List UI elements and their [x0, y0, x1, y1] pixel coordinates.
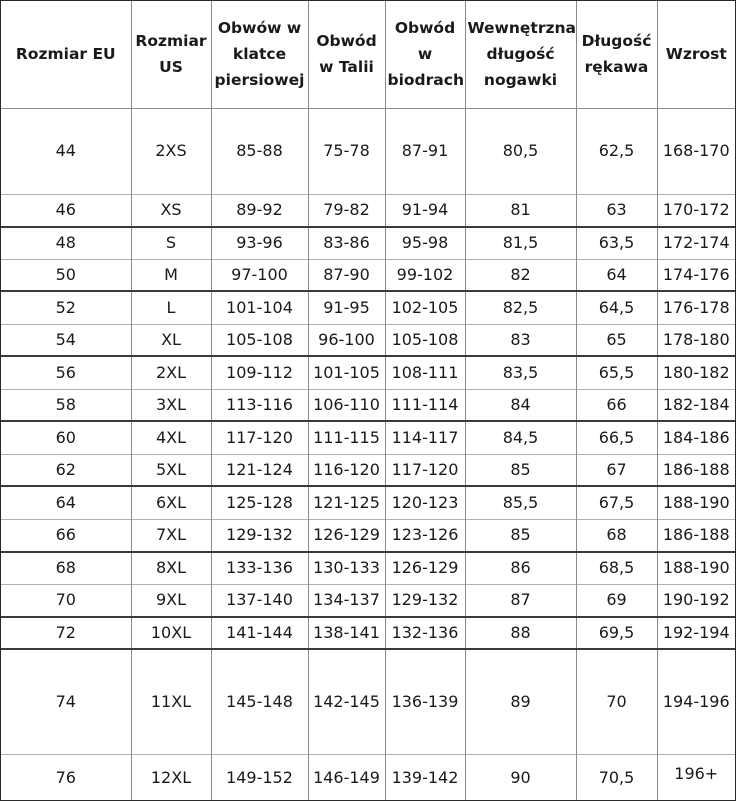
table-row [1, 108, 735, 194]
table-row [1, 454, 735, 486]
table-cell: 5XL [131, 454, 211, 486]
header-rozmiar-eu: Rozmiar EU [15, 45, 116, 64]
table-row [1, 356, 735, 389]
table-cell: 85 [465, 520, 576, 552]
table-cell: 3XL [131, 389, 211, 421]
table-cell: 123-126 [385, 520, 465, 552]
table-cell: 182-184 [657, 389, 735, 421]
table-cell: 8XL [131, 552, 211, 585]
table-cell: S [131, 227, 211, 259]
table-cell: 85-88 [211, 108, 308, 194]
table-row [1, 585, 735, 617]
table-body [1, 108, 735, 800]
table-cell: 97-100 [211, 259, 308, 291]
table-cell: 114-117 [385, 421, 465, 454]
table-cell: 133-136 [211, 552, 308, 585]
table-cell: XL [131, 324, 211, 356]
table-cell: 83,5 [465, 356, 576, 389]
table-cell: 70 [576, 649, 657, 755]
table-cell: 12XL [131, 755, 211, 800]
table-cell: 190-192 [657, 585, 735, 617]
table-cell: 105-108 [211, 324, 308, 356]
table-cell: 120-123 [385, 486, 465, 519]
table-cell: 146-149 [308, 755, 385, 800]
table-cell: 67 [576, 454, 657, 486]
table-cell: 101-105 [308, 356, 385, 389]
table-row [1, 324, 735, 356]
table-cell: 130-133 [308, 552, 385, 585]
table-cell: 6XL [131, 486, 211, 519]
table-row [1, 194, 735, 227]
table-cell: 136-139 [385, 649, 465, 755]
table-cell: 87 [465, 585, 576, 617]
table-cell: 180-182 [657, 356, 735, 389]
header-inseam: Wewnętrzna długość nogawki [465, 1, 576, 108]
table-cell: 99-102 [385, 259, 465, 291]
table-cell: 126-129 [385, 552, 465, 585]
table-cell: 79-82 [308, 194, 385, 227]
table-row [1, 421, 735, 454]
table-cell: 9XL [131, 585, 211, 617]
table-cell: 50 [55, 264, 76, 284]
table-cell: 174-176 [657, 259, 735, 291]
table-row [1, 552, 735, 585]
table-cell: XS [131, 194, 211, 227]
table-row [1, 617, 735, 649]
table-cell: 93-96 [211, 227, 308, 259]
table-cell: 86 [465, 552, 576, 585]
table-cell: 95-98 [385, 227, 465, 259]
table-cell: 64 [576, 259, 657, 291]
table-cell: 70 [55, 590, 76, 610]
table-cell: 87-90 [308, 259, 385, 291]
table-cell: 2XS [131, 108, 211, 194]
table-cell: 56 [55, 363, 76, 383]
table-cell: 145-148 [211, 649, 308, 755]
table-cell: 111-114 [385, 389, 465, 421]
table-cell: 111-115 [308, 421, 385, 454]
table-cell: 129-132 [211, 520, 308, 552]
table-row [1, 227, 735, 259]
table-cell: 44 [55, 141, 76, 161]
header-rozmiar-us: Rozmiar US [131, 1, 211, 108]
table-cell: 60 [55, 428, 76, 448]
table-cell: 63 [576, 194, 657, 227]
table-row [1, 649, 735, 755]
table-cell: 108-111 [385, 356, 465, 389]
table-cell: 138-141 [308, 617, 385, 649]
table-cell: 82 [465, 259, 576, 291]
table-cell: 89-92 [211, 194, 308, 227]
table-row [1, 755, 735, 800]
table-cell: 67,5 [576, 486, 657, 519]
table-cell: 70,5 [576, 755, 657, 800]
table-cell: 141-144 [211, 617, 308, 649]
table-cell: 90 [465, 755, 576, 800]
table-cell: 84 [465, 389, 576, 421]
table-cell: 68 [576, 520, 657, 552]
table-cell: 184-186 [657, 421, 735, 454]
header-chest: Obwów w klatce piersiowej [211, 1, 308, 108]
table-cell: 76 [55, 767, 76, 787]
table-cell: 83-86 [308, 227, 385, 259]
table-cell: 83 [465, 324, 576, 356]
size-chart-table [1, 1, 735, 800]
header-height: Wzrost [657, 1, 735, 108]
table-cell: 66 [576, 389, 657, 421]
table-cell: 178-180 [657, 324, 735, 356]
table-cell: 192-194 [657, 617, 735, 649]
table-cell: 132-136 [385, 617, 465, 649]
table-cell: 48 [55, 233, 76, 253]
table-cell: 2XL [131, 356, 211, 389]
table-cell: 68,5 [576, 552, 657, 585]
table-cell: 46 [55, 200, 76, 220]
table-cell: 81 [465, 194, 576, 227]
table-cell: 96-100 [308, 324, 385, 356]
table-cell: 106-110 [308, 389, 385, 421]
table-cell: 88 [465, 617, 576, 649]
table-cell: 66 [55, 525, 76, 545]
table-cell: 196+ [657, 755, 735, 800]
table-cell: 116-120 [308, 454, 385, 486]
table-cell: 66,5 [576, 421, 657, 454]
table-cell: 63,5 [576, 227, 657, 259]
header-sleeve: Długość rękawa [576, 1, 657, 108]
table-cell: 4XL [131, 421, 211, 454]
table-cell: 117-120 [385, 454, 465, 486]
table-cell: 89 [465, 649, 576, 755]
table-row [1, 259, 735, 291]
table-cell: 186-188 [657, 454, 735, 486]
header-row [1, 1, 735, 108]
table-row [1, 520, 735, 552]
header-hips: Obwód w biodrach [385, 1, 465, 108]
table-cell: 101-104 [211, 291, 308, 324]
table-cell: 113-116 [211, 389, 308, 421]
table-cell: 188-190 [657, 486, 735, 519]
table-cell: 126-129 [308, 520, 385, 552]
table-cell: 139-142 [385, 755, 465, 800]
table-cell: 134-137 [308, 585, 385, 617]
table-cell: 10XL [131, 617, 211, 649]
table-cell: 80,5 [465, 108, 576, 194]
table-cell: 65,5 [576, 356, 657, 389]
table-cell: 129-132 [385, 585, 465, 617]
table-cell: 82,5 [465, 291, 576, 324]
table-cell: 188-190 [657, 552, 735, 585]
table-cell: 58 [55, 395, 76, 415]
table-cell: 142-145 [308, 649, 385, 755]
table-cell: 102-105 [385, 291, 465, 324]
table-cell: 194-196 [657, 649, 735, 755]
table-cell: 117-120 [211, 421, 308, 454]
header-waist: Obwód w Talii [308, 1, 385, 108]
table-cell: 149-152 [211, 755, 308, 800]
table-cell: L [131, 291, 211, 324]
table-cell: M [131, 259, 211, 291]
table-cell: 54 [55, 330, 76, 350]
table-cell: 68 [55, 558, 76, 578]
table-cell: 81,5 [465, 227, 576, 259]
table-cell: 69 [576, 585, 657, 617]
table-cell: 105-108 [385, 324, 465, 356]
table-cell: 62,5 [576, 108, 657, 194]
table-row [1, 389, 735, 421]
table-cell: 11XL [131, 649, 211, 755]
table-cell: 85,5 [465, 486, 576, 519]
table-cell: 72 [55, 622, 76, 642]
table-cell: 176-178 [657, 291, 735, 324]
table-cell: 121-125 [308, 486, 385, 519]
table-row [1, 291, 735, 324]
table-cell: 62 [55, 460, 76, 480]
table-cell: 125-128 [211, 486, 308, 519]
table-cell: 75-78 [308, 108, 385, 194]
table-cell: 84,5 [465, 421, 576, 454]
table-cell: 186-188 [657, 520, 735, 552]
table-cell: 91-94 [385, 194, 465, 227]
table-cell: 7XL [131, 520, 211, 552]
table-cell: 52 [55, 297, 76, 317]
table-cell: 69,5 [576, 617, 657, 649]
table-cell: 64 [55, 493, 76, 513]
table-cell: 172-174 [657, 227, 735, 259]
table-cell: 168-170 [657, 108, 735, 194]
table-cell: 65 [576, 324, 657, 356]
table-cell: 85 [465, 454, 576, 486]
table-cell: 170-172 [657, 194, 735, 227]
table-cell: 87-91 [385, 108, 465, 194]
table-cell: 137-140 [211, 585, 308, 617]
table-cell: 64,5 [576, 291, 657, 324]
table-cell: 121-124 [211, 454, 308, 486]
table-cell: 91-95 [308, 291, 385, 324]
table-cell: 109-112 [211, 356, 308, 389]
table-cell: 74 [55, 691, 76, 711]
table-row [1, 486, 735, 519]
